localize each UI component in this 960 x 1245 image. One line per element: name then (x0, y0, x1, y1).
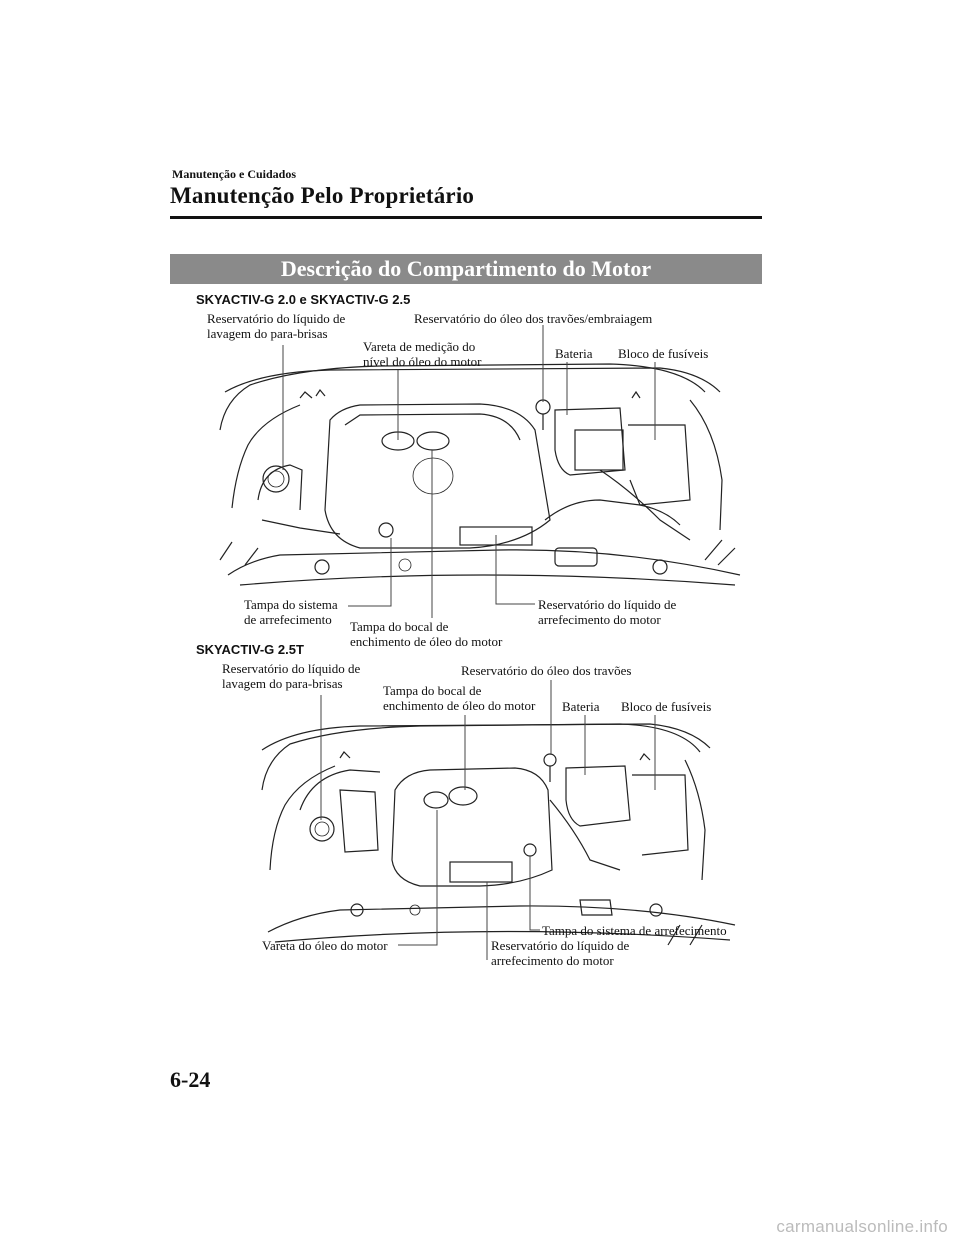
watermark: carmanualsonline.info (776, 1217, 948, 1236)
engine-bay-illustration-2 (262, 680, 735, 960)
page-number: 6-24 (170, 1067, 211, 1092)
label-dipstick-1: Vareta de medição do nível do óleo do motor (363, 339, 482, 369)
label-dipstick-2: Vareta do óleo do motor (262, 938, 388, 953)
page-title: Manutenção Pelo Proprietário (170, 183, 475, 208)
label-washer-reservoir-1: Reservatório do líquido de lavagem do para-brisas (207, 311, 346, 341)
label-brake-clutch-reservoir: Reservatório do óleo dos travões/embraiagem (414, 311, 653, 326)
label-cooling-cap-1: Tampa do sistema de arrefecimento (244, 597, 338, 627)
label-battery-1: Bateria (555, 346, 593, 361)
label-cooling-cap-2: Tampa do sistema de arrefecimento (542, 923, 727, 938)
label-coolant-reservoir-1: Reservatório do líquido de arrefecimento do motor (538, 597, 677, 627)
label-coolant-reservoir-2: Reservatório do líquido de arrefecimento do motor (491, 938, 630, 968)
diagram1-variant-label: SKYACTIV-G 2.0 e SKYACTIV-G 2.5 (196, 292, 411, 307)
label-brake-reservoir: Reservatório do óleo dos travões (461, 663, 632, 678)
label-washer-reservoir-2: Reservatório do líquido de lavagem do para-brisas (222, 661, 361, 691)
label-battery-2: Bateria (562, 699, 600, 714)
section-banner: Descrição do Compartimento do Motor (170, 254, 762, 284)
label-oil-filler-1: Tampa do bocal de enchimento de óleo do motor (350, 619, 503, 649)
diagram2-variant-label: SKYACTIV-G 2.5T (196, 642, 304, 657)
section-label: Manutenção e Cuidados (172, 167, 297, 181)
label-fuse-block-2: Bloco de fusíveis (621, 699, 712, 714)
label-oil-filler-2: Tampa do bocal de enchimento de óleo do motor (383, 683, 536, 713)
label-fuse-block-1: Bloco de fusíveis (618, 346, 709, 361)
